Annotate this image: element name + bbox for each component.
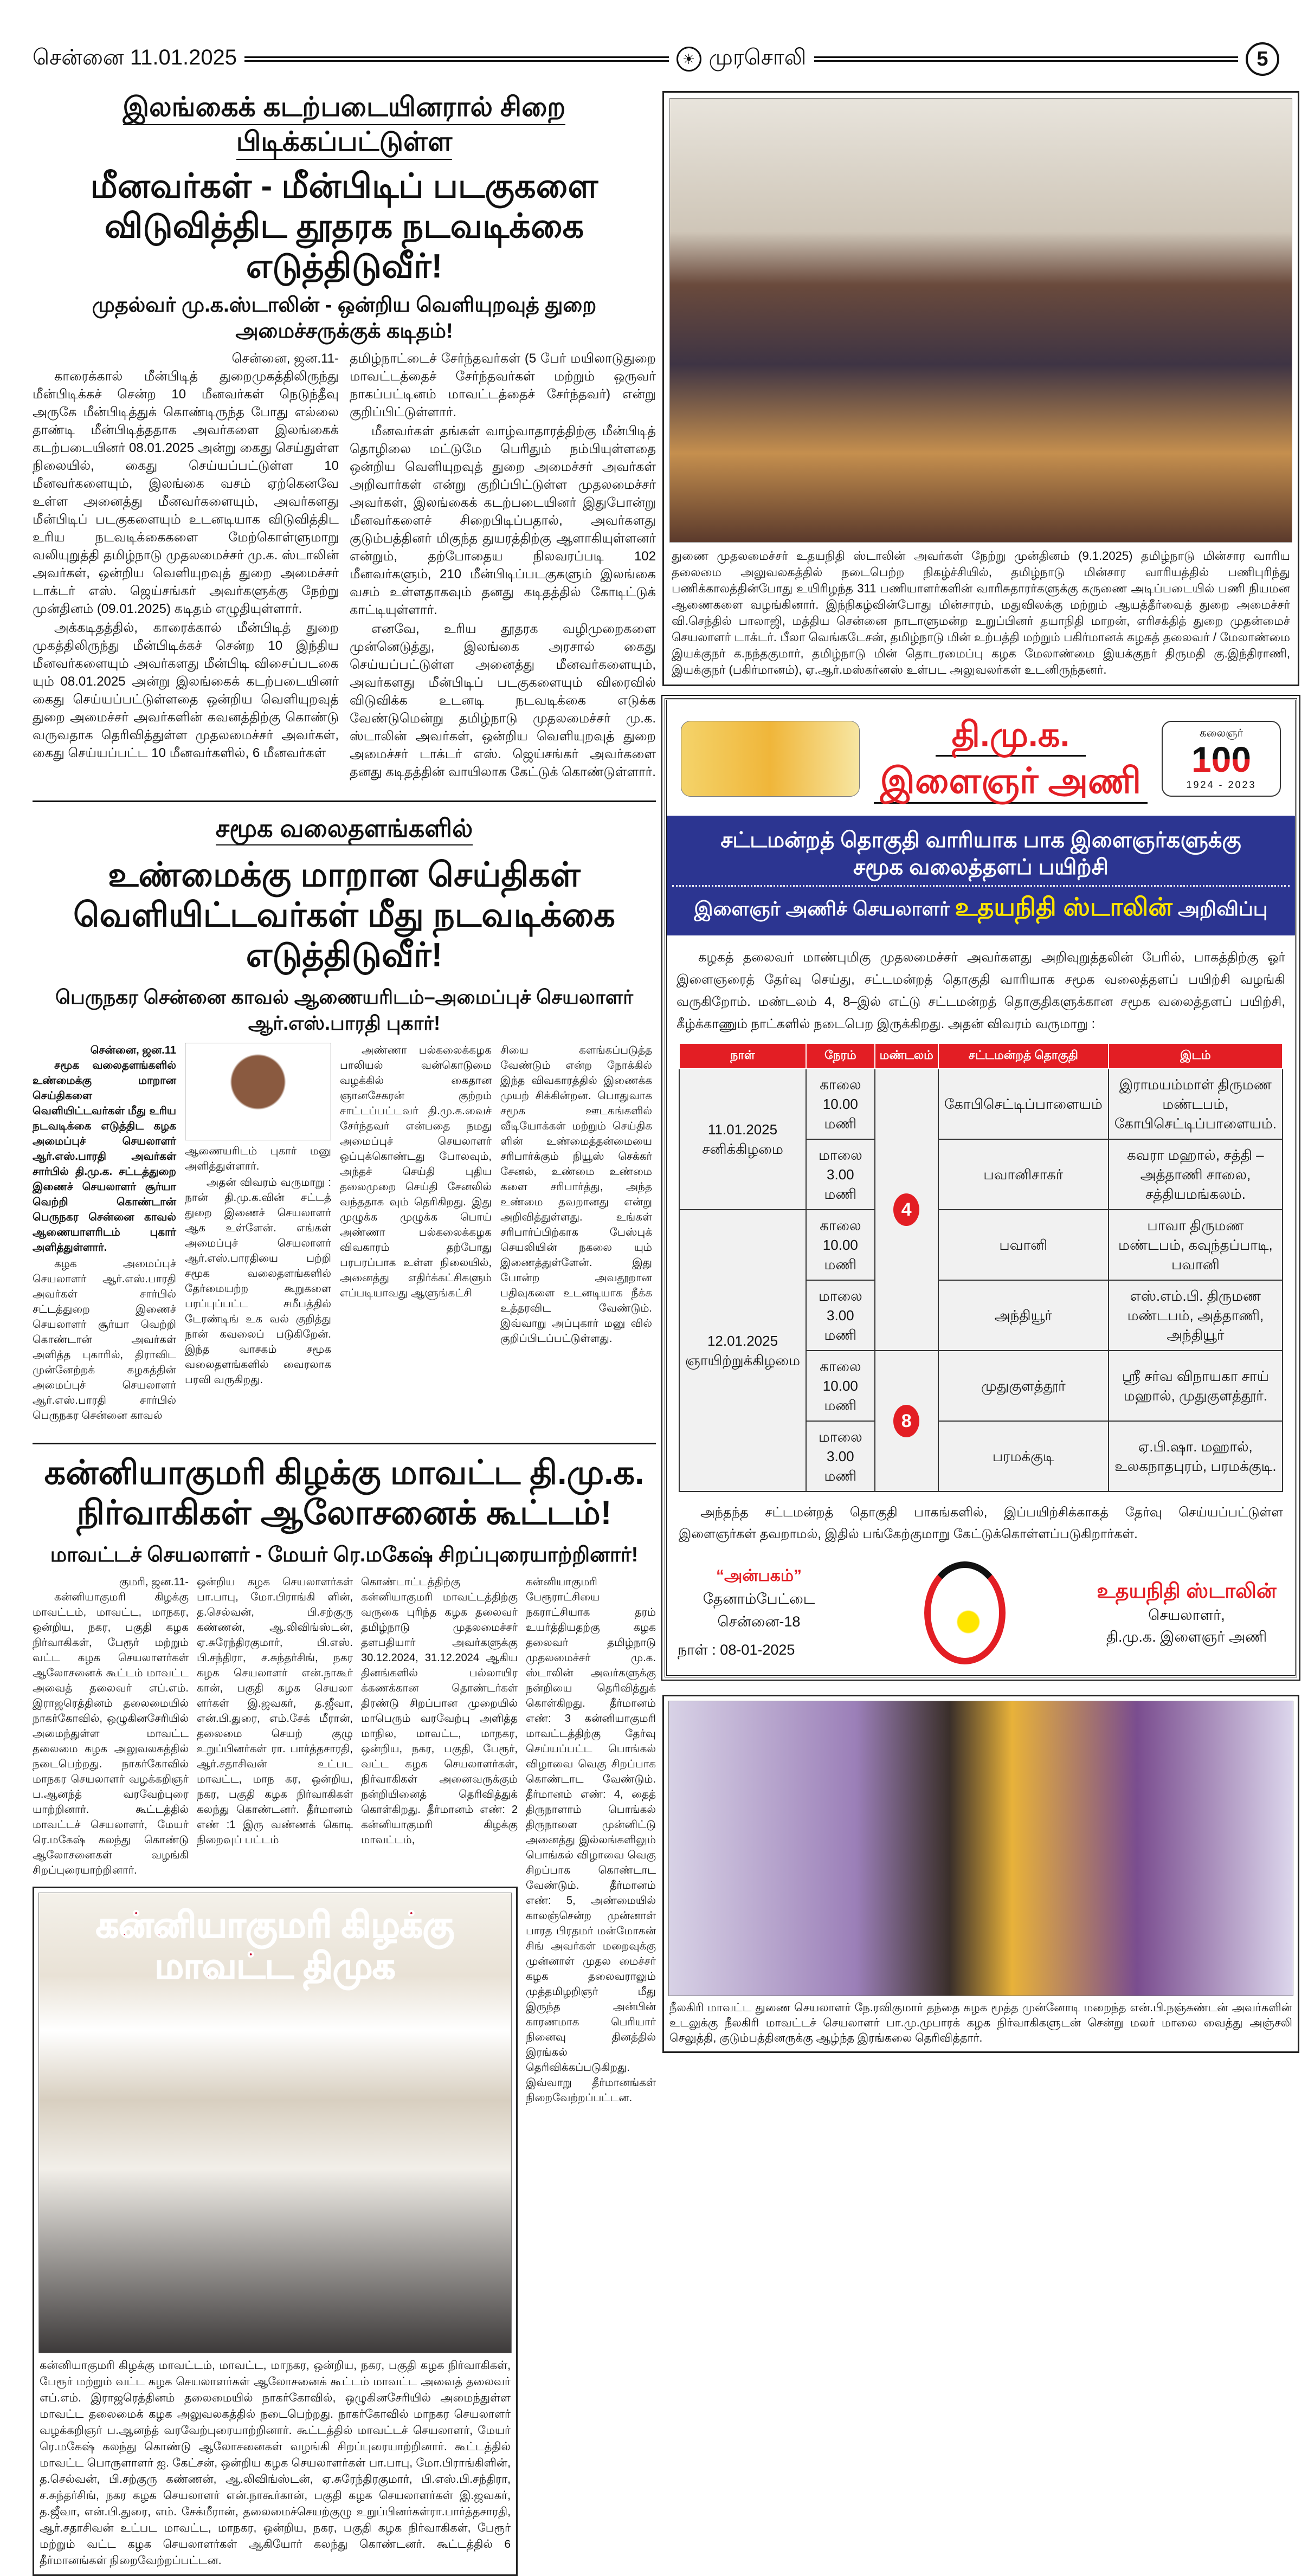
time-cell bbox=[806, 1351, 875, 1421]
story2-column-1 bbox=[33, 1043, 176, 1424]
story1-column-2 bbox=[350, 350, 656, 782]
col-header-venue: இடம் bbox=[1109, 1043, 1283, 1069]
zone-badge: 4 bbox=[893, 1193, 919, 1226]
notice-date: நாள் : 08-01-2025 bbox=[678, 1642, 795, 1658]
paragraph: கன்னியாகுமரி கிழக்கு மாவட்டம், மாவட்ட, மாநகர, ஒன்றிய, நகர, பகுதி கழக நிர்வாகிகள், பேரூர் மற்றும் வட்ட கழக செயலாளர்கள் ஆலோசனைக் கூட்டம் மாவட்ட அவைத் தலைவர் எப்.எம். இராஜரெத்தினம் தலைமையில் நாகர்கோவில், ஒழுகினசேரியில் அமைந்துள்ள மாவட்ட தலைமை கழக அலுவலகத்தில் நடைபெற்றது. நாகர்கோவில் மாநகர செயலாளர் வழக்கறிஞர் ப.ஆனந்த் வரவேற்புரை யாற்றினார். கூட்டத்தில் மாவட்டச் செயலாளர், மேயர் ரெ.மகேஷ் கலந்து கொண்டு ஆலோசனைகள் வழங்கி சிறப்புரையாற்றினார். bbox=[33, 1591, 189, 1876]
paragraph: அந்தந்த சட்டமன்றத் தொகுதி பாகங்களில், இப்பயிற்சிக்காகத் தேர்வு செய்யப்பட்டுள்ள இளைஞர்கள் தவறாமல், இதில் பங்கேற்குமாறு கேட்டுக்கொள்ளப்படுகிறார்கள். bbox=[679, 1505, 1283, 1541]
zone-cell bbox=[875, 1069, 938, 1351]
paragraph: அண்ணா பல்கலைக்கழக பாலியல் வன்கொடுமை வழக்கில் கைதான ஞானசேகரன் குற்றம் சாட்டப்பட்டவர் தி.மு.க.வைச் சேர்ந்தவர் என்பதை நமது அமைப்புச் செயலாளர் ஒப்புக்கொண்டது போலவும், அந்தச் செய்தி புதிய தலைமுறை செய்தி சேனலில் வந்ததாக வும் தெரிகிறது. இது முழுக்க முழுக்க பொய் அண்ணா பல்கலைக்கழக விவகாரம் தற்போது பரபரப்பாக உள்ள நிலையில், அனைத்து எதிர்க்கட்சிகளும் எப்படியாவது ஆளுங்கட்சி bbox=[340, 1044, 492, 1299]
right-column bbox=[662, 91, 1299, 2053]
paragraph: மீனவர்கள் தங்கள் வாழ்வாதாரத்திற்கு மீன்பிடித் தொழிலை மட்டுமே பெரிதும் நம்பியுள்ளதை ஒன்றிய வெளியுறவுத் துறை அமைச்சர் அவர்கள் அறிவார்கள் என்று குறிப்பிட்டுள்ள முதலமைச்சர் அவர்கள், இலங்கைக் கடற்படையினர் இதுபோன்று மீனவர்களைச் சிறைபிடிப்பதால், அவர்களது குடும்பத்தினர் மிகுந்த துயரத்திற்கு ஆளாகியுள்ளனர் என்றும், தற்போதைய நிலவரப்படி 102 மீனவர்களும், 210 மீன்பிடிப்படகுகளும் இலங்கை வசம் உள்ளதாகவும் தனது கடிதத்தில் கோடிட்டுக் காட்டியுள்ளார். bbox=[350, 424, 656, 617]
address-line: தேனாம்பேட்டை bbox=[703, 1591, 815, 1607]
story2-headline: உண்மைக்கு மாறான செய்திகள் வெளியிட்டவர்கள் மீது நடவடிக்கை எடுத்திடுவீர்! bbox=[73, 856, 615, 974]
story1-subheadline: முதல்வர் மு.க.ஸ்டாலின் - ஒன்றிய வெளியுறவுத் துறை அமைச்சருக்குக் கடிதம்! bbox=[92, 294, 597, 343]
signatory-name: உதயநிதி ஸ்டாலின் bbox=[1097, 1580, 1277, 1603]
session: காலை bbox=[820, 1217, 861, 1234]
date: 11.01.2025 bbox=[707, 1121, 778, 1138]
story3-column-4 bbox=[526, 1574, 656, 2107]
time-cell bbox=[806, 1421, 875, 1492]
session: மாலை bbox=[818, 1288, 862, 1304]
story3-subheadline: மாவட்டச் செயலாளர் - மேயர் ரெ.மகேஷ் சிறப்புரையாற்றினார்! bbox=[50, 1544, 639, 1566]
ad-banner bbox=[667, 816, 1295, 935]
table-row bbox=[679, 1069, 1283, 1139]
paragraph: கன்னியாகுமரி பேரூராட்சியை நகராட்சியாக தரம் உயர்த்தியதற்கு கழக தலைவர் தமிழ்நாடு முதலமைச்சர் மு.க. ஸ்டாலின் அவர்களுக்கு நன்றியை தெரிவித்துக் கொள்கிறது. தீர்மானம் எண்: 3 கன்னியாகுமரி மாவட்டத்திற்கு தேர்வு செய்யப்பட்ட பொங்கல் விழாவை வெகு சிறப்பாக கொண்டாட வேண்டும். தீர்மானம் எண்: 4, தைத் திருநாளாம் பொங்கல் திருநாளை முன்னிட்டு அனைத்து இல்லங்களிலும் பொங்கல் விழாவை வெகு சிறப்பாக கொண்டாட வேண்டும். தீர்மானம் எண்: 5, அண்மையில் காலஞ்சென்ற முன்னாள் பாரத பிரதமர் மன்மோகன் சிங் அவர்கள் மறைவுக்கு முன்னாள் முதல மைச்சர் கழக தலைவராலும் முத்தமிழறிஞர் மீது இருந்த அன்பின் காரணமாக பெரியார் நினைவு தினத்தில் இரங்கல் தெரிவிக்கப்படுகிறது. இவ்வாறு தீர்மானங்கள் நிறைவேற்றப்பட்டன. bbox=[526, 1576, 656, 2104]
paragraph: கொண்டாட்டத்திற்கு கன்னியாகுமரி மாவட்டத்திற்கு வருகை புரிந்த கழக தலைவர் தமிழ்நாடு முதலமைச்சர் தளபதியார் அவர்களுக்கு 30.12.2024, 31.12.2024 ஆகிய தினங்களில் பல்லாயிர க்கணக்கான தொண்டர்கள் திரண்டு சிறப்பான முறையில் மாபெரும் வரவேற்பு அளித்த மாநில, மாவட்ட, மாநகர, ஒன்றிய, நகர, பகுதி, பேரூர், வட்ட கழக செயலாளர்கள், நிர்வாகிகள் அனைவருக்கும் நன்றியினைத் தெரிவித்துக் கொள்கிறது. தீர்மானம் எண்: 2 கன்னியாகுமரி கிழக்கு மாவட்டம், bbox=[361, 1576, 518, 1846]
story2-column-3 bbox=[340, 1043, 492, 1302]
banner-name: உதயநிதி ஸ்டாலின் bbox=[955, 893, 1173, 921]
paragraph: தமிழ்நாட்டைச் சேர்ந்தவர்கள் (5 பேர் மயிலாடுதுறை மாவட்டத்தைச் சேர்ந்தவர்கள் மற்றும் ஒருவர் நாகப்பட்டினம் மாவட்டத்தைச் சேர்ந்தவர்) என்று குறிப்பிட்டுள்ளார். bbox=[350, 351, 656, 419]
address-name: “அன்பகம்” bbox=[716, 1567, 802, 1585]
banner-notice: அறிவிப்பு bbox=[1178, 898, 1268, 920]
masthead-rule-right bbox=[814, 56, 1238, 62]
ad-signature bbox=[1089, 1578, 1284, 1648]
story3-headline: கன்னியாகுமரி கிழக்கு மாவட்ட தி.மு.க. நிர்வாகிகள் ஆலோசனைக் கூட்டம்! bbox=[44, 1454, 645, 1532]
paragraph: அதன் விவரம் வருமாறு : நான் தி.மு.க.வின் சட்டத் துறை இணைச் செயலாளர் ஆக உள்ளேன். எங்கள் அமைப்புச் செயலாளர் ஆர்.எஸ்.பாரதியை பற்றி சமூக வலைதளங்களில் தேர்மையற்ற கூறுகளை பரப்புப்பட்ட சமீபத்தில் டேரண்டிங் உக வல் குறித்து நான் கவலைப் படுகிறேன். இந்த வாசகம் சமூக வலைதளங்களில் வைரலாக பரவி வருகிறது. bbox=[185, 1177, 331, 1386]
leaders-portrait-image bbox=[681, 721, 860, 797]
story1-headline: மீனவர்கள் - மீன்பிடிப் படகுகளை விடுவித்திட தூதரக நடவடிக்கை எடுத்திடுவீர்! bbox=[90, 167, 598, 285]
session: காலை bbox=[820, 1076, 861, 1093]
photo4-caption: நீலகிரி மாவட்ட துணை செயலாளர் நே.ரவிகுமார் தந்தை கழக மூத்த முன்னோடி மறைந்த என்.பி.நஞ்சுண்டன் அவர்களின் உடலுக்கு நீலகிரி மாவட்டச் செயலாளர் பா.மு.முபாரக் கழக நிர்வாகிகளுடன் சென்று மலர் மாலை வைத்து அஞ்சலி செலுத்தி, குடும்பத்தினருக்கு ஆழ்ந்த இரங்கலை தெரிவித்தார். bbox=[669, 2002, 1292, 2044]
time-cell bbox=[806, 1210, 875, 1280]
venue: எஸ்.எம்.பி. திருமண மண்டபம், அத்தாணி, அந்தியூர் bbox=[1109, 1280, 1283, 1351]
photo-rs-bharathi bbox=[185, 1043, 331, 1140]
constituency: முதுகுளத்தூர் bbox=[938, 1351, 1109, 1421]
paragraph: எனவே, உரிய தூதரக வழிமுறைகளை முன்னெடுத்து, இலங்கை அரசால் கைது செய்யப்பட்டுள்ள அனைத்து மீனவர்களையும், அவர்களது மீன்பிடிப் படகுகளையும் விரைவில் விடுவிக்க உடனடி நடவடிக்கை எடுக்க வேண்டுமென்று தமிழ்நாடு முதலமைச்சர் மு.க. ஸ்டாலின் அவர்கள், ஒன்றிய வெளியுறவுத் துறை அமைச்சர் டாக்டர் எஸ். ஜெய்சங்கர் அவர்களை தனது கடிதத்தின் வாயிலாக கேட்டுக் கொண்டுள்ளார். bbox=[350, 622, 656, 779]
story-fishermen bbox=[33, 89, 656, 782]
paragraph: சியை களங்கப்படுத்த வேண்டும் என்ற நோக்கில் இந்த விவகாரத்தில் இணைக்க முயற் சிக்கின்றன. பொதுவாக சமூக ஊடகங்களில் வீடியோக்கள் மற்றும் செய்திக ளின் உண்மைத்தன்மையை சரிபார்க்கும் நியூஸ் செக்கர் சேனல், உண்மை உண்மை களை சரிபார்த்து, அந்த உண்மை தவறானது என்று அறிவித்துள்ளது. உங்கள் சரிபார்ப்பிற்காக பேஸ்புக் செயலியின் நகலை யும் இணைத்துள்ளேன். இது போன்ற அவதூறான பதிவுகளை உடனடியாக நீக்க உத்தரவிட வேண்டும். இவ்வாறு அப்புகார் மனு வில் குறிப்பிடப்பட்டுள்ளது. bbox=[500, 1044, 652, 1345]
photo-funeral-tribute bbox=[668, 1701, 1293, 1996]
story2-kicker: சமூக வலைதளங்களில் bbox=[216, 814, 473, 845]
story2-column-2 bbox=[185, 1144, 331, 1387]
story-social-media-complaint bbox=[33, 800, 656, 1424]
venue: பாவா திருமண மண்டபம், கவுந்தப்பாடி, பவானி bbox=[1109, 1210, 1283, 1280]
photo-appointment-orders-ceremony bbox=[669, 98, 1292, 543]
page-number: 5 bbox=[1246, 42, 1279, 76]
time: 10.00 மணி bbox=[822, 1096, 858, 1132]
col-header-zone: மண்டலம் bbox=[875, 1043, 938, 1069]
date-cell bbox=[679, 1069, 806, 1210]
time-cell bbox=[806, 1069, 875, 1139]
story3-dateline: குமரி, ஜன.11- bbox=[119, 1576, 189, 1588]
photo1-caption: துணை முதலமைச்சர் உதயநிதி ஸ்டாலின் அவர்கள் நேற்று முன்தினம் (9.1.2025) தமிழ்நாடு மின்சார வாரிய தலைமை அலுவலகத்தில் நடைபெற்ற நிகழ்ச்சியில், தமிழ்நாடு மின்சார வாரியத்தில் பணிபுரிந்து பணிக்காலத்தின்போது உயிரிழந்த 311 பணியாளர்களின் வாரிசுதாரர்களுக்கு கருணை அடிப்படையில் பணி நியமன ஆணைகளை வழங்கினார். இந்நிகழ்வின்போது மின்சாரம், மதுவிலக்கு மற்றும் ஆயத்தீர்வைத் துறை அமைச்சர் வி.செந்தில் பாலாஜி, மத்திய சென்னை நாடாளுமன்ற உறுப்பினர் தயாநிதி மாறன், எரிசக்தித் துறை முதன்மைச் செயலாளர் டாக்டர். பீலா வெங்கடேசன், தமிழ்நாடு மின் உற்பத்தி மற்றும் பகிர்மானக் கழகத் தலைவர் / மேலாண்மை இயக்குநர் க.நந்தகுமார், தமிழ்நாடு மின் தொடரமைப்பு கழக மேலாண்மை இயக்குநர் திருமதி கு.இந்திராணி, இயக்குநர் (பகிர்மானம்), ஏ.ஆர்.மஸ்கர்னஸ் உள்பட அலுவலர்கள் உடனிருந்தனர். bbox=[672, 549, 1290, 676]
ad-title-party: தி.மு.க. bbox=[936, 714, 1086, 757]
logo-number: 100 bbox=[1163, 740, 1280, 778]
dmk-youth-wing-notice bbox=[665, 698, 1297, 1677]
table-row bbox=[679, 1210, 1283, 1280]
masthead bbox=[33, 42, 1279, 76]
paragraph: கழகத் தலைவர் மாண்புமிகு முதலமைச்சர் அவர்களது அறிவுறுத்தலின் பேரில், பாகத்திற்கு ஓர் இளைஞரைத் தேர்வு செய்து, சட்டமன்றத் தொகுதி வாரியாக சமூக வலைத்தளப் பயிற்சி வழங்கி வருகிறோம். மண்டலம் 4, 8–இல் எட்டு சட்டமன்றத் தொகுதிகளுக்கான சமூக வலைத்தளப் பயிற்சி, கீழ்க்காணும் நாட்களில் நடைபெற இருக்கிறது. அதன் விவரம் வருமாறு : bbox=[676, 950, 1285, 1031]
time-cell bbox=[806, 1280, 875, 1351]
rising-sun-logo-icon: ☀ bbox=[676, 47, 701, 72]
story3-column-2 bbox=[197, 1574, 353, 1849]
story2-dateline: சென்னை, ஜன.11 bbox=[90, 1044, 176, 1056]
photo-box-eb-event bbox=[662, 91, 1299, 686]
zone-cell bbox=[875, 1351, 938, 1492]
newspaper-name: முரசொலி bbox=[708, 46, 807, 69]
photo-banner-text: கன்னியாகுமரி கிழக்கு மாவட்ட திமுக bbox=[95, 1904, 455, 1986]
left-column bbox=[33, 89, 656, 2576]
paragraph: சமூக வலைதளங்களில் உண்மைக்கு மாறான செய்திகளை வெளியிட்டவர்கள் மீது உரிய நடவடிக்கை எடுத்திட கழக அமைப்புச் செயலாளர் ஆர்.எஸ்.பாரதி அவர்கள் சார்பில் தி.மு.க. சட்டத்துறை இணைச் செயலாளர் சூர்யா வெற்றி கொண்டான் பெருநகர சென்னை காவல் ஆணையாளரிடம் புகார் அளித்துள்ளார். bbox=[33, 1060, 176, 1254]
session: காலை bbox=[820, 1358, 861, 1374]
time: 10.00 மணி bbox=[822, 1237, 858, 1273]
ad-intro bbox=[667, 935, 1295, 1035]
photo-caption: ஆணையரிடம் புகார் மனு அளித்துள்ளார். bbox=[185, 1145, 331, 1172]
constituency: பரமக்குடி bbox=[938, 1421, 1109, 1492]
address-line: சென்னை-18 bbox=[717, 1613, 801, 1630]
constituency: பவானி bbox=[938, 1210, 1109, 1280]
time: 10.00 மணி bbox=[822, 1378, 858, 1413]
photo-box-nilgiris-tribute bbox=[662, 1695, 1299, 2053]
signatory-org: தி.மு.க. இளைஞர் அணி bbox=[1106, 1629, 1267, 1645]
ad-address bbox=[678, 1565, 840, 1661]
constituency: கோபிசெட்டிப்பாளையம் bbox=[938, 1069, 1109, 1139]
photo-meeting-hall bbox=[38, 1893, 512, 2353]
photo3-caption: கன்னியாகுமரி கிழக்கு மாவட்டம், மாவட்ட, மாநகர, ஒன்றிய, நகர, பகுதி கழக நிர்வாகிகள், பேரூர் மற்றும் வட்ட கழக செயலாளர்கள் ஆலோசனைக் கூட்டம் மாவட்ட அவைத் தலைவர் எப்.எம். இராஜரெத்தினம் தலைமையில் நாகர்கோவில், ஒழுகினசேரியில் அமைந்துள்ள மாவட்ட தலைமைக் கழக அலுவலகத்தில் நடைபெற்றது. நாகர்கோவில் மாநகர செயலாளர் வழக்கறிஞர் ப.ஆனந்த் வரவேற்புரையாற்றினார். கூட்டத்தில் மாவட்டச் செயலாளர், மேயர் ரெ.மகேஷ் கலந்து கொண்டு ஆலோசனைகள் வழங்கி சிறப்புரையாற்றினார். கூட்டத்தில் மாவட்ட பொருளாளர் ஐ. கேட்சன், ஒன்றிய கழக செயலாளர்கள் பா.பாபு, மோ.பிராங்கிளின், த.செல்வன், பி.சற்குரு கண்ணன், ஆ.லிவிங்ஸ்டன், ஏ.சுரேந்திரகுமார், பி.எஸ்.பி.சந்திரா, ச.சுந்தர்சிங், நகர கழக செயலாளர் என்.நாகூர்கான், பகுதி கழக செயலாளர்கள் இ.ஜவகர், த.ஜீவா, என்.பி.துரை, எம். சேக்மீரான், தலைமைச்செயற்குழு உறுப்பினர்கள்ரா.பார்த்தசாரதி, ஆர்.சதாசிவன் உட்பட மாவட்ட, மாநகர, ஒன்றிய, நகர, பகுதி கழக நிர்வாகிகள், பேரூர் மற்றும் வட்ட கழக செயலாளர்கள் ஆகியோர் கலந்து கொண்டனர். கூட்டத்தில் 6 தீர்மானங்கள் நிறைவேற்றப்பட்டன. bbox=[40, 2359, 511, 2567]
paragraph: கழக அமைப்புச் செயலாளர் ஆர்.எஸ்.பாரதி அவர்கள் சார்பில் சட்டத்துறை இணைச் செயலாளர் சூர்யா வெற்றி கொண்டான் அவர்கள் அளித்த புகாரில், திராவிட முன்னேற்றக் கழகத்தின் அமைப்புச் செயலாளர் ஆர்.எஸ்.பாரதி சார்பில் பெருநகர சென்னை காவல் bbox=[33, 1258, 176, 1422]
logo-label: கலைஞர் bbox=[1199, 727, 1243, 739]
logo-years: 1924 - 2023 bbox=[1186, 779, 1257, 790]
col-header-date: நாள் bbox=[679, 1043, 806, 1069]
story1-dateline: சென்னை, ஜன.11- bbox=[231, 351, 339, 366]
edition-date: சென்னை 11.01.2025 bbox=[33, 46, 237, 69]
weekday: ஞாயிற்றுக்கிழமை bbox=[685, 1352, 801, 1368]
story3-column-1 bbox=[33, 1574, 189, 1879]
time: 3.00 மணி bbox=[824, 1448, 857, 1484]
paragraph: அக்கடிதத்தில், காரைக்கால் மீன்பிடித் துறை முகத்திலிருந்து மீன்பிடிக்கச் சென்ற 10 இந்திய மீனவர்களையும் அவர்களது மீன்பிடி விசைப்படகை யும் 08.01.2025 அன்று இலங்கைக் கடற்படையினர் கைது செய்யப்பட்டுள்ளதை ஒன்றிய வெளியுறவுத் துறை அமைச்சர் அவர்களின் கவனத்திற்கு கொண்டு வருவதாக தெரிவித்துள்ள முதலமைச்சர் அவர்கள், கைது செய்யப்பட்ட 10 மீனவர்களில், 6 மீனவர்கள் bbox=[33, 621, 339, 760]
banner-role: இளைஞர் அணிச் செயலாளர் bbox=[694, 898, 950, 920]
story1-kicker: இலங்கைக் கடற்படையினரால் சிறை பிடிக்கப்பட்டுள்ள bbox=[123, 92, 566, 160]
col-header-time: நேரம் bbox=[806, 1043, 875, 1069]
time: 3.00 மணி bbox=[824, 1307, 857, 1343]
story3-column-3 bbox=[361, 1574, 518, 1849]
banner-line-2: சமூக வலைத்தளப் பயிற்சி bbox=[853, 855, 1109, 879]
venue: ஸ்ரீ சர்வ விநாயகா சாய் மஹால், முதுகுளத்தூர். bbox=[1109, 1351, 1283, 1421]
masthead-rule-left bbox=[244, 56, 668, 62]
story-kanyakumari-meeting bbox=[33, 1443, 656, 2576]
photo-box-kanyakumari bbox=[33, 1887, 518, 2576]
story2-column-2-wrap bbox=[185, 1043, 331, 1389]
time: 3.00 மணி bbox=[824, 1166, 857, 1202]
banner-line-1: சட்டமன்றத் தொகுதி வாரியாக பாக இளைஞர்களுக்கு bbox=[720, 828, 1241, 852]
weekday: சனிக்கிழமை bbox=[702, 1141, 783, 1157]
paragraph: காரைக்கால் மீன்பிடித் துறைமுகத்திலிருந்து மீன்பிடிக்கச் சென்ற 10 மீனவர்கள் நெடுந்தீவு அருகே மீன்பிடித்துக் கொண்டிருந்த போது எல்லை தாண்டி மீன்பிடித்ததாக அவர்களை இலங்கைக் கடற்படையினர் 08.01.2025 அன்று கைது செய்துள்ள நிலையில், கைது செய்யப்பட்டுள்ள 10 மீனவர்களையும், இலங்கை வசம் ஏற்கெனவே உள்ள அனைத்து மீனவர்களையும், அவர்களது மீன்பிடிப் படகுகளையும் உடனடியாக விடுவித்திட உரிய நடவடிக்கைகளை மேற்கொள்ளுமாறு வலியுறுத்தி தமிழ்நாடு முதலமைச்சர் மு.க. ஸ்டாலின் அவர்கள், ஒன்றிய வெளியுறவுத் துறை அமைச்சர் டாக்டர் எஸ். ஜெய்சங்கர் அவர்களுக்கு நேற்று முன்தினம் (09.01.2025) கடிதம் எழுதியுள்ளார். bbox=[33, 369, 339, 616]
youth-wing-seal-logo bbox=[924, 1561, 1006, 1664]
venue: ஏ.பி.ஷா. மஹால், உலகநாதபுரம், பரமக்குடி. bbox=[1109, 1421, 1283, 1492]
venue: இராமயம்மாள் திருமண மண்டபம், கோபிசெட்டிப்பாளையம். bbox=[1109, 1069, 1283, 1139]
training-schedule-table bbox=[679, 1043, 1283, 1492]
story2-subheadline: பெருநகர சென்னை காவல் ஆணையரிடம்–அமைப்புச் செயலாளர் ஆர்.எஸ்.பாரதி புகார்! bbox=[55, 986, 634, 1034]
constituency: பவானிசாகர் bbox=[938, 1139, 1109, 1210]
story1-column-1 bbox=[33, 350, 339, 763]
venue: கவரா மஹால், சத்தி – அத்தாணி சாலை, சத்தியமங்கலம். bbox=[1109, 1139, 1283, 1210]
ad-closing bbox=[667, 1492, 1295, 1545]
date-cell bbox=[679, 1210, 806, 1492]
session: மாலை bbox=[818, 1429, 862, 1445]
session: மாலை bbox=[818, 1147, 862, 1163]
time-cell bbox=[806, 1139, 875, 1210]
signatory-role: செயலாளர், bbox=[1148, 1607, 1225, 1623]
story2-column-4 bbox=[500, 1043, 652, 1347]
paragraph: ஒன்றிய கழக செயலாளர்கள் பா.பாபு, மோ.பிராங்கி ளின், த.செல்வன், பி.சற்குரு கண்ணன், ஆ.லிவிங்ஸ்டன், ஏ.சுரேந்திரகுமார், பி.எஸ். பி.சந்திரா, ச.சுந்தர்சிங், நகர கழக செயலாளர் என்.நாகூர் கான், பகுதி கழக செயலா ளர்கள் இ.ஜவகர், த.ஜீவா, என்.பி.துரை, எம்.சேக் மீரான், தலைமை செயற் குழு உறுப்பினர்கள் ரா. பார்த்தசாரதி, ஆர்.சதாசிவன் உட்பட மாவட்ட, மாந கர, ஒன்றிய, நகர, பகுதி கழக நிர்வாகிகள் கலந்து கொண்டனர். தீர்மானம் எண் :1 இரு வண்ணக் கொடி நிறைவுப் பட்டம் bbox=[197, 1576, 353, 1846]
date: 12.01.2025 bbox=[707, 1333, 778, 1349]
constituency: அந்தியூர் bbox=[938, 1280, 1109, 1351]
zone-badge: 8 bbox=[893, 1405, 919, 1437]
col-header-constituency: சட்டமன்றத் தொகுதி bbox=[938, 1043, 1109, 1069]
ad-title-wing: இளைஞர் அணி bbox=[874, 759, 1148, 804]
kalaignar-100-logo bbox=[1162, 721, 1281, 797]
